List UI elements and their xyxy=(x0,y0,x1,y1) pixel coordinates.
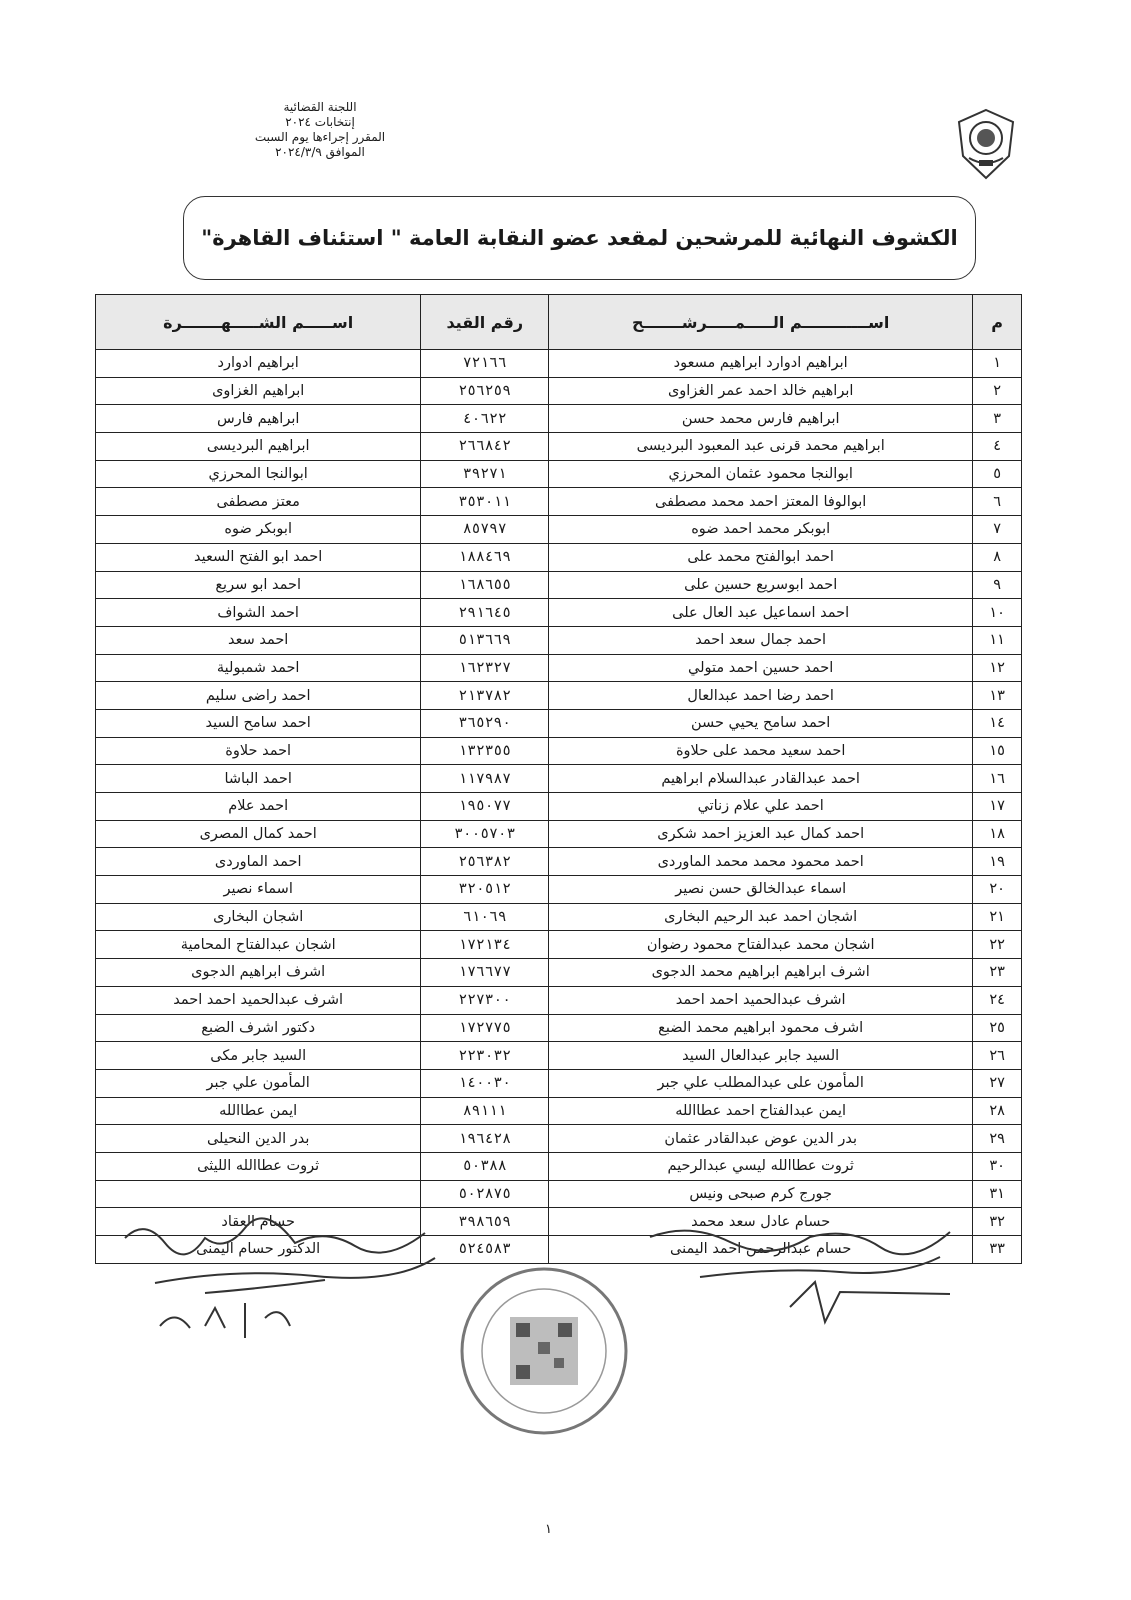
cell-num: ١١ xyxy=(973,626,1022,654)
cell-num: ١٥ xyxy=(973,737,1022,765)
cell-registration-number: ٢٥٦٣٨٢ xyxy=(421,848,549,876)
cell-num: ٢ xyxy=(973,377,1022,405)
cell-registration-number: ٧٢١٦٦ xyxy=(421,350,549,378)
cell-registration-number: ٥٠٢٨٧٥ xyxy=(421,1180,549,1208)
cell-registration-number: ١٤٠٠٣٠ xyxy=(421,1069,549,1097)
cell-registration-number: ١٧٢٧٧٥ xyxy=(421,1014,549,1042)
cell-registration-number: ٣٢٠٥١٢ xyxy=(421,876,549,904)
cell-candidate-name: اشرف ابراهيم ابراهيم محمد الدجوى xyxy=(549,959,973,987)
table-row xyxy=(96,1125,1022,1153)
cell-registration-number: ٥٠٣٨٨ xyxy=(421,1152,549,1180)
cell-known-name: احمد راضى سليم xyxy=(96,682,421,710)
cell-registration-number: ١٩٦٤٢٨ xyxy=(421,1125,549,1153)
cell-num: ٤ xyxy=(973,433,1022,461)
table-header-row xyxy=(96,295,1022,350)
table-row xyxy=(96,876,1022,904)
table-row xyxy=(96,959,1022,987)
cell-known-name: ابوالنجا المحرزي xyxy=(96,460,421,488)
header-fame: اســـــم الشـــــهـــــــرة xyxy=(96,295,421,350)
cell-candidate-name: احمد سعيد محمد على حلاوة xyxy=(549,737,973,765)
table-row xyxy=(96,1097,1022,1125)
cell-registration-number: ١٧٢١٣٤ xyxy=(421,931,549,959)
table-row xyxy=(96,1180,1022,1208)
cell-num: ٣٣ xyxy=(973,1236,1022,1264)
table-row xyxy=(96,516,1022,544)
cell-known-name: المأمون علي جبر xyxy=(96,1069,421,1097)
cell-known-name: احمد سامح السيد xyxy=(96,709,421,737)
table-row xyxy=(96,682,1022,710)
cell-registration-number: ٢١٣٧٨٢ xyxy=(421,682,549,710)
cell-known-name: ابراهيم البرديسى xyxy=(96,433,421,461)
cell-candidate-name: السيد جابر عبدالعال السيد xyxy=(549,1042,973,1070)
cell-candidate-name: احمد سامح يحيي حسن xyxy=(549,709,973,737)
header-name: اســــــــــــم الـــــمـــــرشـــــــح xyxy=(549,295,973,350)
cell-known-name: ابراهيم فارس xyxy=(96,405,421,433)
signature-committee-members xyxy=(640,1212,960,1342)
cell-candidate-name: جورج كرم صبحى ونيس xyxy=(549,1180,973,1208)
cell-known-name: ابوبكر ضوه xyxy=(96,516,421,544)
cell-candidate-name: ايمن عبدالفتاح احمد عطاالله xyxy=(549,1097,973,1125)
table-row xyxy=(96,488,1022,516)
cell-num: ٢٥ xyxy=(973,1014,1022,1042)
cell-candidate-name: اشرف محمود ابراهيم محمد الضبع xyxy=(549,1014,973,1042)
cell-num: ٥ xyxy=(973,460,1022,488)
cell-known-name: احمد ابو سريع xyxy=(96,571,421,599)
cell-registration-number: ٢٩١٦٤٥ xyxy=(421,599,549,627)
candidates-table xyxy=(95,294,1022,1264)
cell-registration-number: ٥١٣٦٦٩ xyxy=(421,626,549,654)
cell-known-name: احمد الماوردى xyxy=(96,848,421,876)
cell-num: ٢٤ xyxy=(973,986,1022,1014)
cell-num: ٣ xyxy=(973,405,1022,433)
cell-known-name: ابراهيم ادوارد xyxy=(96,350,421,378)
cell-num: ١٧ xyxy=(973,793,1022,821)
header-num: م xyxy=(973,295,1022,350)
title-box xyxy=(183,196,976,280)
cell-num: ١ xyxy=(973,350,1022,378)
cell-num: ١٢ xyxy=(973,654,1022,682)
table-body xyxy=(96,350,1022,1264)
cell-known-name: احمد علام xyxy=(96,793,421,821)
cell-known-name: احمد الشواف xyxy=(96,599,421,627)
cell-candidate-name: ابراهيم خالد احمد عمر الغزاوى xyxy=(549,377,973,405)
cell-known-name: اشجان البخارى xyxy=(96,903,421,931)
table-row xyxy=(96,986,1022,1014)
cell-registration-number: ١٨٨٤٦٩ xyxy=(421,543,549,571)
cell-num: ٢٣ xyxy=(973,959,1022,987)
cell-registration-number: ٤٠٦٢٢ xyxy=(421,405,549,433)
cell-registration-number: ٣٩٢٧١ xyxy=(421,460,549,488)
table-row xyxy=(96,626,1022,654)
cell-registration-number: ٥٢٤٥٨٣ xyxy=(421,1236,549,1264)
signature-committee-head xyxy=(115,1208,445,1348)
committee-header xyxy=(225,100,415,160)
table-row xyxy=(96,848,1022,876)
cell-known-name: اشجان عبدالفتاح المحامية xyxy=(96,931,421,959)
cell-known-name: اشرف ابراهيم الدجوى xyxy=(96,959,421,987)
cell-candidate-name: اشجان احمد عبد الرحيم البخارى xyxy=(549,903,973,931)
cell-candidate-name: احمد ابوسريع حسين على xyxy=(549,571,973,599)
cell-candidate-name: حسام عبدالرحمن احمد اليمنى xyxy=(549,1236,973,1264)
cell-registration-number: ٣٩٨٦٥٩ xyxy=(421,1208,549,1236)
cell-num: ١٤ xyxy=(973,709,1022,737)
cell-candidate-name: ابراهيم فارس محمد حسن xyxy=(549,405,973,433)
cell-num: ٢٦ xyxy=(973,1042,1022,1070)
cell-candidate-name: ابوالنجا محمود عثمان المحرزي xyxy=(549,460,973,488)
cell-candidate-name: احمد علي علام زناتي xyxy=(549,793,973,821)
table-row xyxy=(96,599,1022,627)
cell-candidate-name: احمد عبدالقادر عبدالسلام ابراهيم xyxy=(549,765,973,793)
cell-registration-number: ١٣٢٣٥٥ xyxy=(421,737,549,765)
cell-candidate-name: اشجان محمد عبدالفتاح محمود رضوان xyxy=(549,931,973,959)
table-row xyxy=(96,1042,1022,1070)
cell-num: ١٩ xyxy=(973,848,1022,876)
cell-known-name: ابراهيم الغزاوى xyxy=(96,377,421,405)
table-row xyxy=(96,543,1022,571)
table-row xyxy=(96,737,1022,765)
cell-registration-number: ٣٥٣٠١١ xyxy=(421,488,549,516)
cell-candidate-name: بدر الدين عوض عبدالقادر عثمان xyxy=(549,1125,973,1153)
table-row xyxy=(96,433,1022,461)
cell-candidate-name: ابراهيم ادوارد ابراهيم مسعود xyxy=(549,350,973,378)
cell-candidate-name: اسماء عبدالخالق حسن نصير xyxy=(549,876,973,904)
header-line: إنتخابات ٢٠٢٤ xyxy=(285,115,355,129)
table-row xyxy=(96,903,1022,931)
cell-known-name: اشرف عبدالحميد احمد احمد xyxy=(96,986,421,1014)
cell-candidate-name: احمد رضا احمد عبدالعال xyxy=(549,682,973,710)
cell-num: ٢٢ xyxy=(973,931,1022,959)
cell-candidate-name: احمد محمود محمد محمد الماوردى xyxy=(549,848,973,876)
cell-known-name: معتز مصطفى xyxy=(96,488,421,516)
table-row xyxy=(96,1069,1022,1097)
cell-candidate-name: احمد جمال سعد احمد xyxy=(549,626,973,654)
cell-num: ٢٨ xyxy=(973,1097,1022,1125)
cell-known-name: الدكتور حسام اليمنى xyxy=(96,1236,421,1264)
cell-num: ٩ xyxy=(973,571,1022,599)
cell-registration-number: ٢٢٣٠٣٢ xyxy=(421,1042,549,1070)
cell-known-name: بدر الدين النحيلى xyxy=(96,1125,421,1153)
cell-num: ٢٧ xyxy=(973,1069,1022,1097)
cell-registration-number: ٣٦٥٢٩٠ xyxy=(421,709,549,737)
table-row xyxy=(96,460,1022,488)
cell-num: ١٠ xyxy=(973,599,1022,627)
table-row xyxy=(96,377,1022,405)
cell-num: ٦ xyxy=(973,488,1022,516)
cell-registration-number: ١٧٦٦٧٧ xyxy=(421,959,549,987)
cell-num: ٢١ xyxy=(973,903,1022,931)
table-row xyxy=(96,350,1022,378)
header-reg: رقم القيد xyxy=(421,295,549,350)
cell-known-name xyxy=(96,1180,421,1208)
cell-registration-number: ٢٢٧٣٠٠ xyxy=(421,986,549,1014)
cell-num: ٣١ xyxy=(973,1180,1022,1208)
cell-num: ٣٢ xyxy=(973,1208,1022,1236)
table-row xyxy=(96,654,1022,682)
document-title: الكشوف النهائية للمرشحين لمقعد عضو النقابة العامة " استئناف القاهرة" xyxy=(201,226,958,250)
cell-registration-number: ٨٥٧٩٧ xyxy=(421,516,549,544)
cell-registration-number: ٨٩١١١ xyxy=(421,1097,549,1125)
cell-num: ٢٩ xyxy=(973,1125,1022,1153)
cell-candidate-name: اشرف عبدالحميد احمد احمد xyxy=(549,986,973,1014)
table-row xyxy=(96,405,1022,433)
cell-candidate-name: احمد حسين احمد متولي xyxy=(549,654,973,682)
cell-candidate-name: احمد كمال عبد العزيز احمد شكرى xyxy=(549,820,973,848)
cell-candidate-name: ابراهيم محمد قرنى عبد المعبود البرديسى xyxy=(549,433,973,461)
table-row xyxy=(96,793,1022,821)
cell-num: ٣٠ xyxy=(973,1152,1022,1180)
cell-registration-number: ١٦٢٣٢٧ xyxy=(421,654,549,682)
table-row xyxy=(96,571,1022,599)
cell-known-name: دكتور اشرف الضبع xyxy=(96,1014,421,1042)
cell-candidate-name: المأمون على عبدالمطلب علي جبر xyxy=(549,1069,973,1097)
cell-num: ١٦ xyxy=(973,765,1022,793)
cell-known-name: ايمن عطاالله xyxy=(96,1097,421,1125)
header-line: المقرر إجراءها يوم السبت xyxy=(254,130,386,144)
cell-known-name: حسام العقاد xyxy=(96,1208,421,1236)
cell-registration-number: ٦١٠٦٩ xyxy=(421,903,549,931)
syndicate-logo xyxy=(955,108,1017,180)
table-row xyxy=(96,931,1022,959)
cell-candidate-name: ابوبكر محمد احمد ضوه xyxy=(549,516,973,544)
cell-num: ٨ xyxy=(973,543,1022,571)
cell-candidate-name: احمد ابوالفتح محمد على xyxy=(549,543,973,571)
table-row xyxy=(96,765,1022,793)
table-row xyxy=(96,820,1022,848)
cell-known-name: احمد حلاوة xyxy=(96,737,421,765)
page-number: ١ xyxy=(545,1522,552,1537)
header-line: الموافق ٢٠٢٤/٣/٩ xyxy=(275,145,365,159)
cell-known-name: احمد كمال المصرى xyxy=(96,820,421,848)
cell-registration-number: ٢٥٦٢٥٩ xyxy=(421,377,549,405)
table-row xyxy=(96,709,1022,737)
cell-known-name: اسماء نصير xyxy=(96,876,421,904)
cell-candidate-name: حسام عادل سعد محمد xyxy=(549,1208,973,1236)
cell-num: ١٨ xyxy=(973,820,1022,848)
cell-known-name: احمد شمبولية xyxy=(96,654,421,682)
cell-candidate-name: ابوالوفا المعتز احمد محمد مصطفى xyxy=(549,488,973,516)
cell-candidate-name: ثروت عطاالله ليسي عبدالرحيم xyxy=(549,1152,973,1180)
cell-known-name: احمد سعد xyxy=(96,626,421,654)
cell-known-name: السيد جابر مكى xyxy=(96,1042,421,1070)
cell-registration-number: ١٦٨٦٥٥ xyxy=(421,571,549,599)
cell-registration-number: ٢٦٦٨٤٢ xyxy=(421,433,549,461)
cell-known-name: ثروت عطاالله الليثى xyxy=(96,1152,421,1180)
cell-num: ١٣ xyxy=(973,682,1022,710)
cell-registration-number: ١١٧٩٨٧ xyxy=(421,765,549,793)
cell-registration-number: ٣٠٠٥٧٠٣ xyxy=(421,820,549,848)
header-line: اللجنة القضائية xyxy=(283,100,357,114)
cell-known-name: احمد ابو الفتح السعيد xyxy=(96,543,421,571)
table-row xyxy=(96,1014,1022,1042)
cell-candidate-name: احمد اسماعيل عبد العال على xyxy=(549,599,973,627)
table-row xyxy=(96,1152,1022,1180)
cell-num: ٢٠ xyxy=(973,876,1022,904)
cell-known-name: احمد الباشا xyxy=(96,765,421,793)
official-stamp xyxy=(458,1262,630,1440)
cell-registration-number: ١٩٥٠٧٧ xyxy=(421,793,549,821)
cell-num: ٧ xyxy=(973,516,1022,544)
